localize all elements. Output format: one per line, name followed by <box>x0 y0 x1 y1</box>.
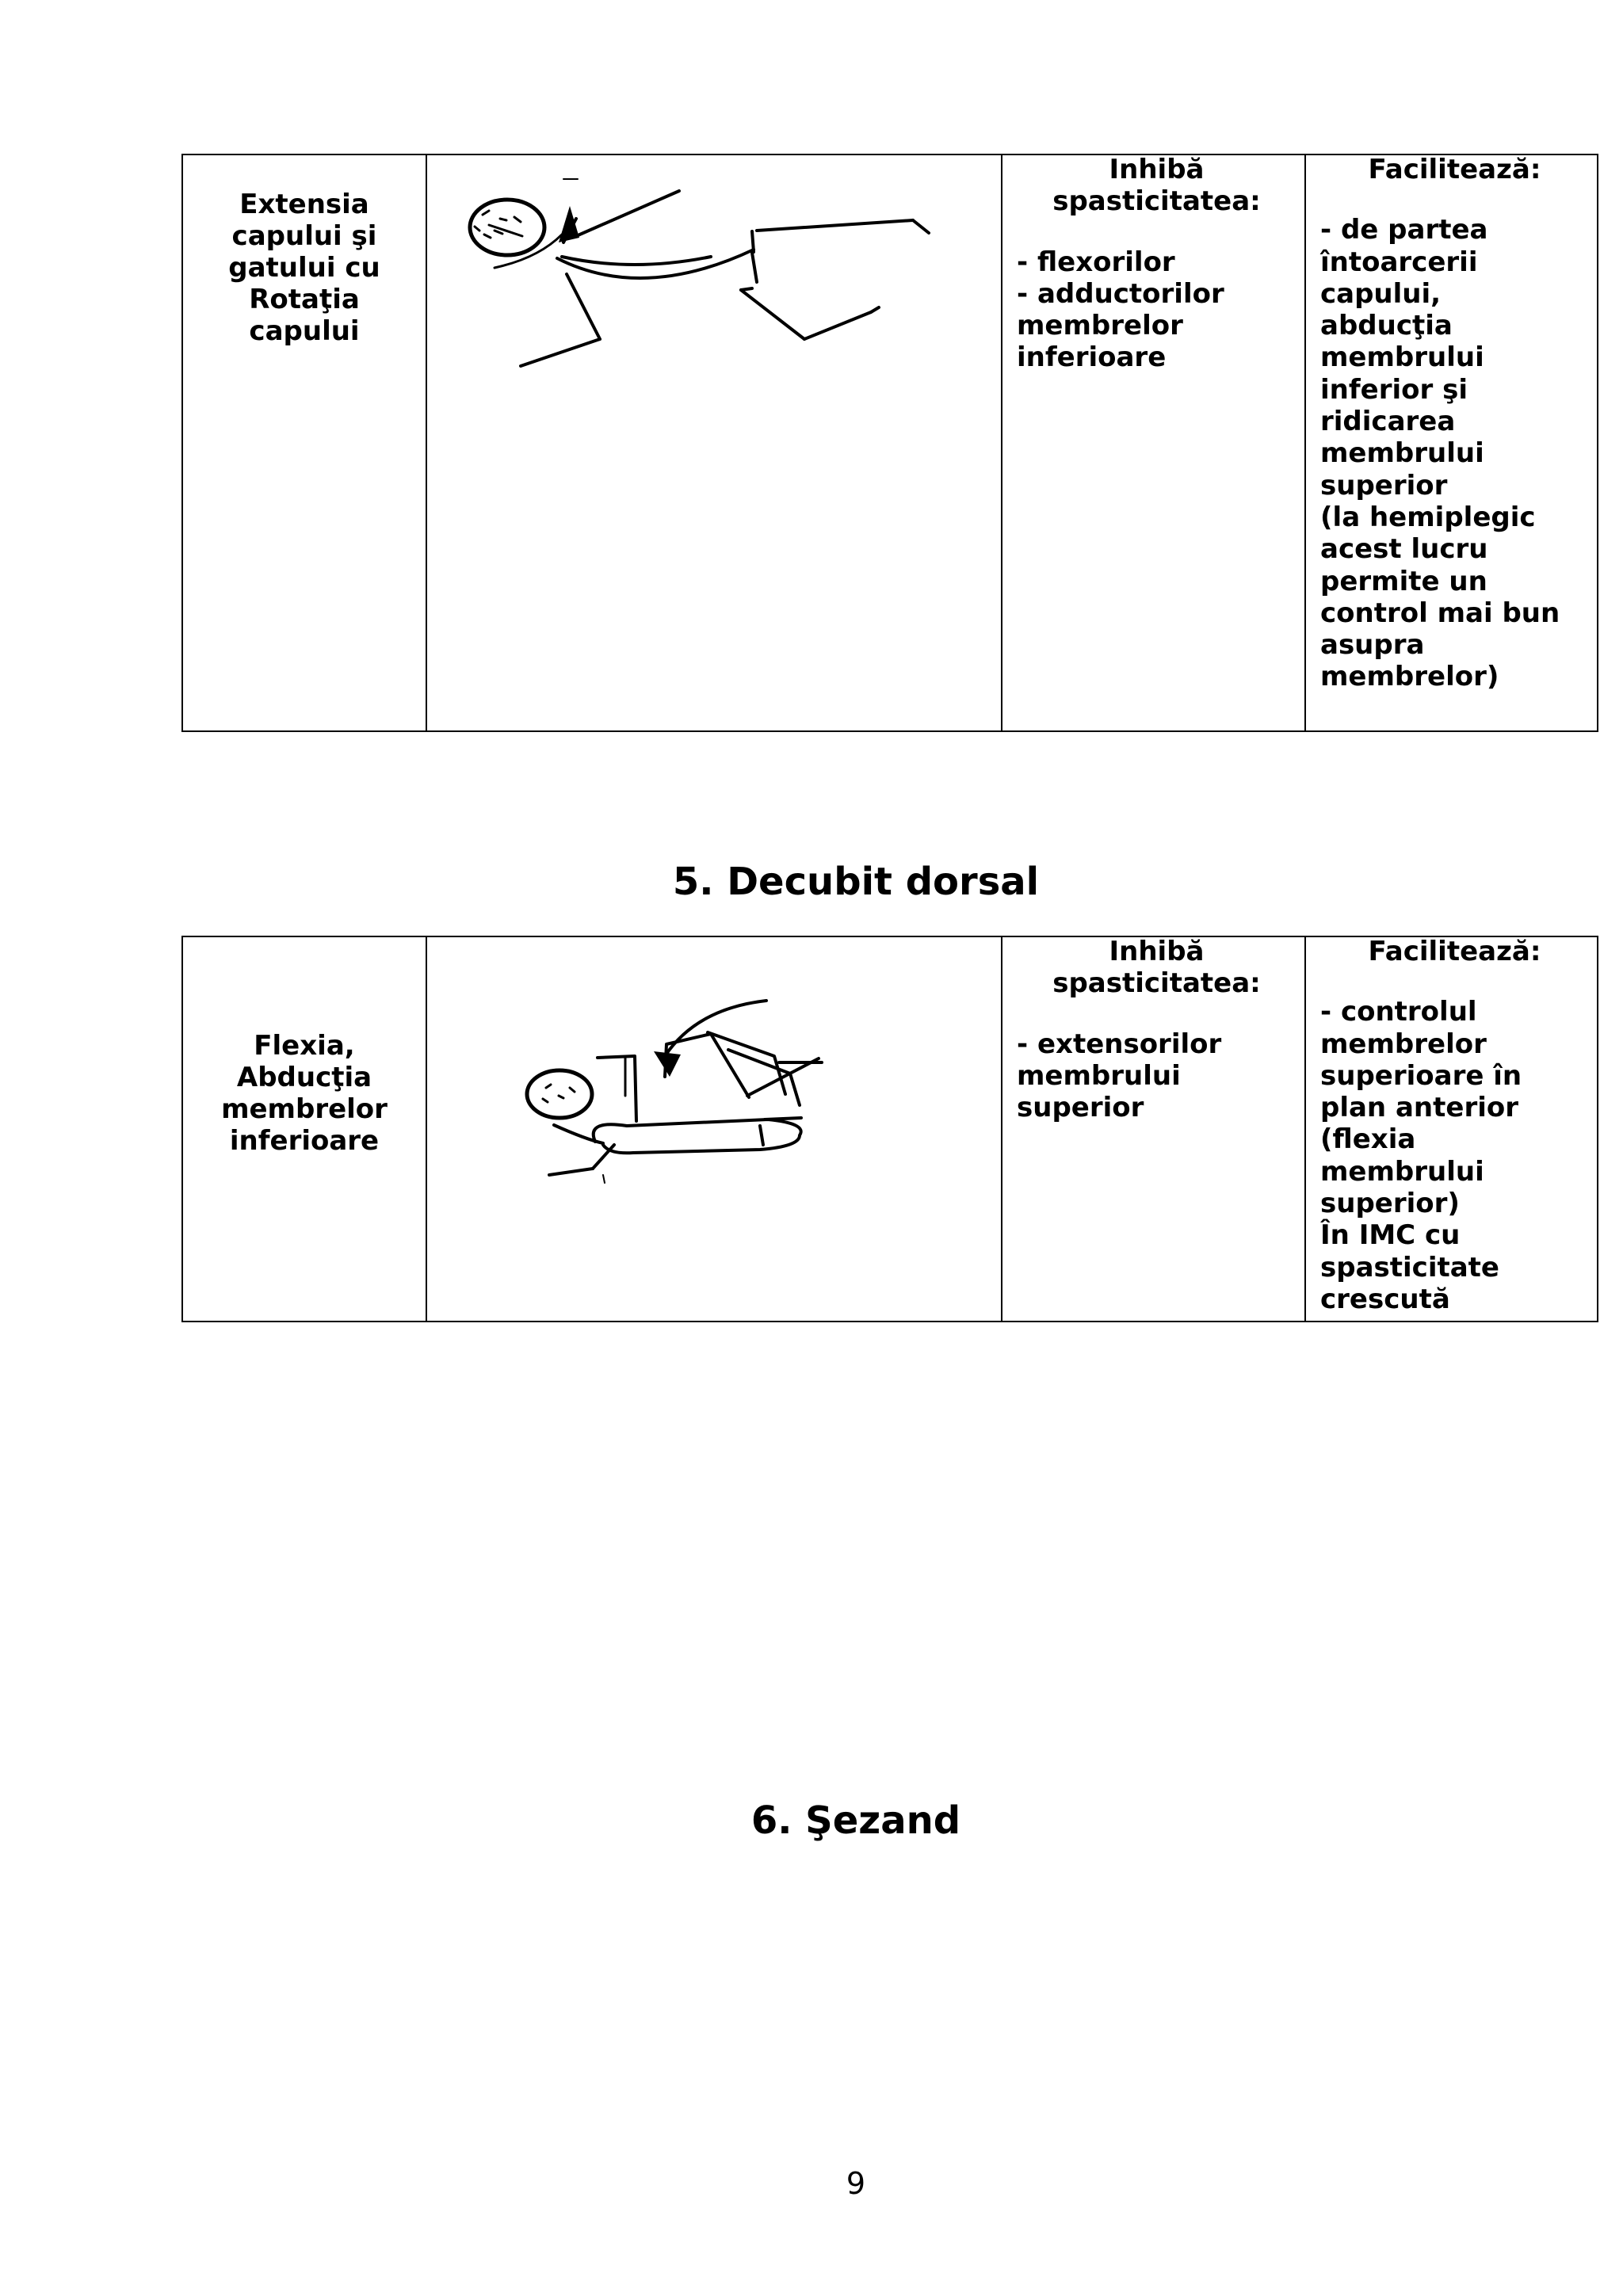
inhibits-list: - extensorilor membrului superior <box>1017 1028 1222 1124</box>
section-title-decubit-dorsal: 5. Decubit dorsal <box>672 860 1040 904</box>
figure-cell <box>426 154 1002 731</box>
figure-head-rotation <box>427 155 1001 730</box>
section-title-sezand: 6. Şezand <box>750 1798 961 1843</box>
inhibits-cell <box>1002 154 1305 731</box>
facilitates-heading: Facilitează: <box>1368 936 1541 967</box>
position-label-cell <box>182 936 426 1322</box>
facilitates-list: - de partea întoarcerii capului, abducţia membrului inferior şi ridicarea membrului superior (la hemiplegic acest lucru permite un control mai bun asupra membrelor) <box>1320 214 1560 693</box>
page-number: 9 <box>846 2166 866 2201</box>
inhibits-heading: Inhibă spasticitatea: <box>1052 154 1261 218</box>
figure-cell <box>426 936 1002 1322</box>
figure-supine-leg-flexion <box>427 937 1001 1321</box>
position-label-cell <box>182 154 426 731</box>
inhibits-heading: Inhibă spasticitatea: <box>1052 936 1261 1000</box>
facilitates-cell <box>1305 936 1598 1322</box>
position-label: Extensia capului şi gatului cu Rotaţia capului <box>228 189 380 347</box>
position-table-supine <box>181 936 1598 1322</box>
facilitates-heading: Facilitează: <box>1368 154 1541 185</box>
facilitates-list: - controlul membrelor superioare în plan anterior (flexia membrului superior) În IMC cu spasticitate crescută <box>1320 996 1522 1315</box>
position-table-head-rotation <box>181 154 1598 732</box>
position-label: Flexia, Abducţia membrelor inferioare <box>221 1030 388 1157</box>
inhibits-list: - flexorilor - adductorilor membrelor inferioare <box>1017 246 1224 374</box>
facilitates-cell <box>1305 154 1598 731</box>
inhibits-cell <box>1002 936 1305 1322</box>
